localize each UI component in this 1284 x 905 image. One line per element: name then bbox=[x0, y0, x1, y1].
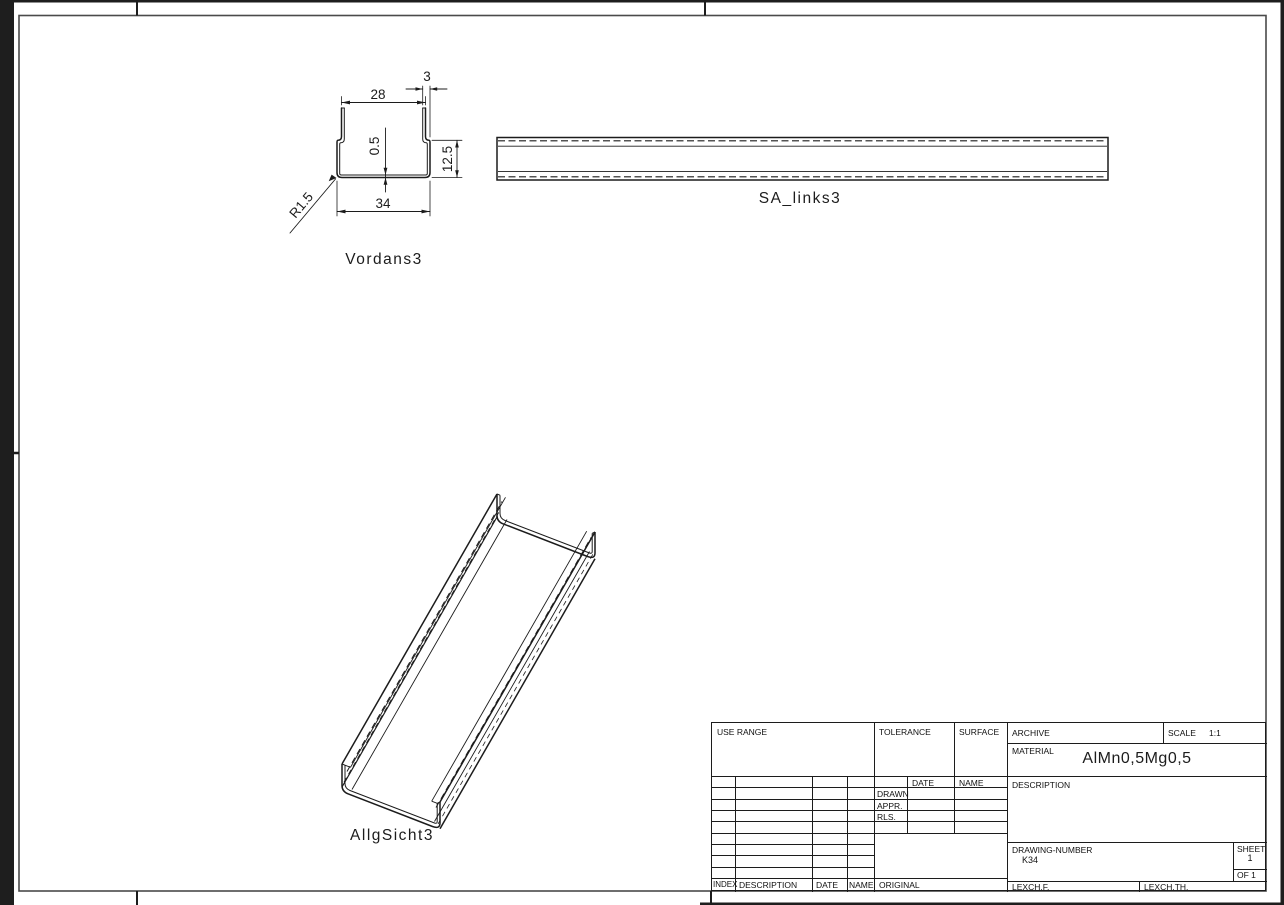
front-view bbox=[286, 69, 462, 268]
sheet-value: 1 bbox=[1247, 853, 1253, 863]
tb-grid-line bbox=[712, 810, 1007, 811]
use-range-label: USE RANGE bbox=[717, 727, 768, 737]
material-label: MATERIAL bbox=[1012, 746, 1054, 756]
tb-grid-line bbox=[1007, 842, 1267, 843]
title-block bbox=[711, 722, 1266, 891]
profile-inner bbox=[340, 108, 428, 175]
tb-grid-line bbox=[954, 723, 955, 833]
description-label: DESCRIPTION bbox=[1012, 780, 1071, 790]
date2-label: DATE bbox=[816, 880, 839, 890]
dim-34-text: 34 bbox=[375, 196, 391, 211]
dim-radius-text: R1.5 bbox=[286, 189, 317, 221]
tb-grid-line bbox=[1139, 881, 1140, 892]
material-value: AlMn0,5Mg0,5 bbox=[1082, 750, 1192, 767]
tb-grid-line bbox=[1163, 723, 1164, 743]
tb-grid-line bbox=[1007, 723, 1008, 892]
tb-grid-line bbox=[712, 867, 874, 868]
dim-28 bbox=[342, 87, 426, 105]
side-view bbox=[497, 138, 1108, 208]
name-header: NAME bbox=[959, 778, 984, 788]
front-view-label: Vordans3 bbox=[345, 251, 423, 268]
dim-12-5-text: 12.5 bbox=[440, 145, 455, 173]
tb-grid-line bbox=[712, 878, 1007, 879]
scale-value: 1:1 bbox=[1209, 728, 1221, 738]
profile-outer bbox=[337, 108, 430, 178]
dim-0-5-text: 0.5 bbox=[367, 136, 382, 156]
index-label: INDEX bbox=[713, 880, 738, 889]
dim-3 bbox=[406, 69, 447, 137]
side-view-outline bbox=[497, 138, 1108, 181]
drawing-number-value: K34 bbox=[1022, 855, 1039, 865]
side-view-label: SA_links3 bbox=[758, 190, 842, 207]
tb-grid-line bbox=[712, 799, 1007, 800]
drawing-number-label: DRAWING-NUMBER bbox=[1012, 845, 1093, 855]
top-edge-line bbox=[0, 0, 1284, 3]
of-value: OF 1 bbox=[1237, 870, 1256, 880]
tb-grid-line bbox=[712, 855, 874, 856]
lexch-th-label: LEXCH.TH. bbox=[1144, 882, 1189, 892]
rls-label: RLS. bbox=[877, 812, 896, 822]
dim-28-text: 28 bbox=[370, 87, 386, 102]
tb-grid-line bbox=[812, 776, 813, 892]
lexch-f-label: LEXCH.F. bbox=[1012, 882, 1050, 892]
name2-label: NAME bbox=[849, 880, 874, 890]
scale-label: SCALE bbox=[1168, 728, 1196, 738]
right-edge-line bbox=[1281, 0, 1284, 905]
surface-label: SURFACE bbox=[959, 727, 1000, 737]
dim-12-5 bbox=[432, 140, 462, 177]
appr-label: APPR. bbox=[877, 801, 903, 811]
drawn-label: DRAWN bbox=[877, 789, 909, 799]
tb-grid-line bbox=[712, 821, 1007, 822]
original-label: ORIGINAL bbox=[879, 880, 920, 890]
tb-grid-line bbox=[712, 833, 1007, 834]
tb-grid-line bbox=[735, 776, 736, 892]
tb-grid-line bbox=[712, 776, 1267, 777]
tolerance-label: TOLERANCE bbox=[879, 727, 931, 737]
iso-view-label: AllgSicht3 bbox=[350, 827, 434, 844]
description2-label: DESCRIPTION bbox=[739, 880, 798, 890]
tb-grid-line bbox=[712, 844, 874, 845]
dim-radius bbox=[286, 175, 336, 233]
tb-grid-line bbox=[1007, 743, 1267, 744]
dim-3-text: 3 bbox=[423, 69, 431, 84]
archive-label: ARCHIVE bbox=[1012, 728, 1050, 738]
dim-0-5 bbox=[367, 128, 387, 192]
tb-grid-line bbox=[847, 776, 848, 892]
iso-view bbox=[342, 494, 595, 844]
tb-grid-line bbox=[907, 776, 908, 833]
tb-grid-line bbox=[874, 723, 875, 892]
dim-34 bbox=[337, 181, 430, 216]
sheet-label: SHEET bbox=[1237, 844, 1266, 854]
date-header: DATE bbox=[912, 778, 935, 788]
